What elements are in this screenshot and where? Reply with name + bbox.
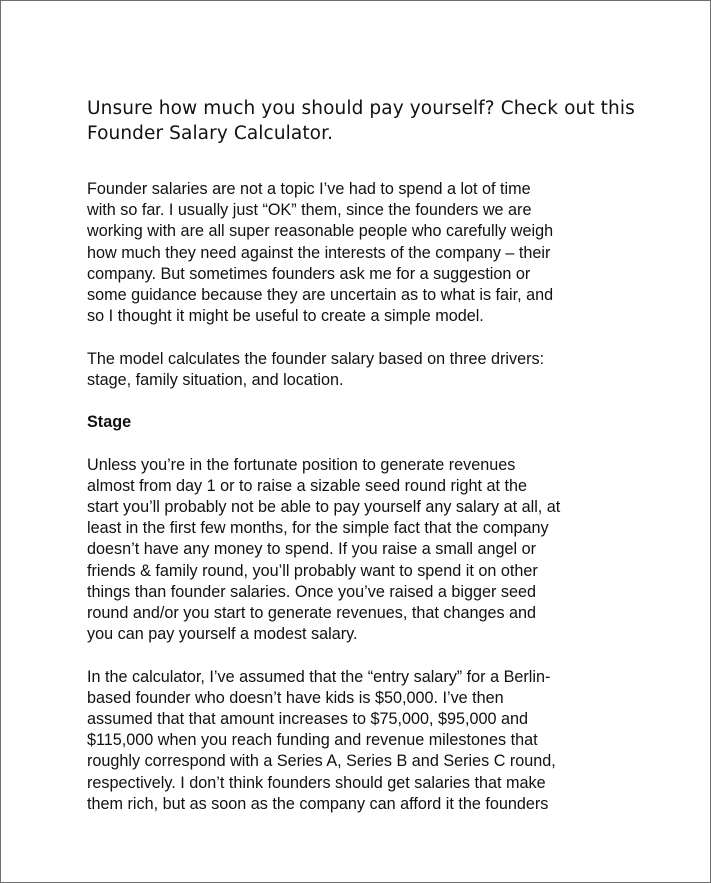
intro-paragraph	[87, 179, 647, 327]
title-line: Unsure how much you should pay yourself? Check out this	[87, 98, 635, 119]
text-line: things than founder salaries. Once you’ve raised a bigger seed	[87, 582, 537, 601]
text-line: round and/or you start to generate revenues, that changes and	[87, 604, 537, 623]
text-line: doesn’t have any money to spend. If you raise a small angel or	[87, 540, 537, 559]
text-line: Unless you’re in the fortunate position to generate revenues	[87, 455, 516, 474]
text-line: start you’ll probably not be able to pay yourself any salary at all, at	[87, 498, 561, 516]
title-line: Founder Salary Calculator.	[87, 122, 334, 144]
text-line: friends & family round, you’ll probably want to spend it on other	[87, 561, 538, 580]
text-line: you can pay yourself a modest salary.	[87, 625, 358, 644]
document-body	[87, 97, 647, 836]
text-line: some guidance because they are uncertain as to what is fair, and	[87, 286, 554, 305]
text-line: $115,000 when you reach funding and revenue milestones that	[87, 731, 538, 750]
text-line: how much they need against the interests of the company – their	[87, 243, 551, 262]
text-line: with so far. I usually just “OK” them, since the founders we are	[87, 201, 532, 220]
text-line: so I thought it might be useful to create a simple model.	[87, 307, 484, 326]
text-line: respectively. I don’t think founders should get salaries that make	[87, 773, 546, 792]
text-line: roughly correspond with a Series A, Series B and Series C round,	[87, 752, 556, 771]
text-line: company. But sometimes founders ask me for a suggestion or	[87, 264, 531, 283]
drivers-paragraph	[87, 349, 647, 391]
calculator-paragraph	[87, 667, 647, 815]
text-line: assumed that that amount increases to $75,000, $95,000 and	[87, 710, 528, 729]
text-line: based founder who doesn’t have kids is $50,000. I’ve then	[87, 688, 504, 707]
text-line: Founder salaries are not a topic I’ve had to spend a lot of time	[87, 180, 531, 198]
document-title	[87, 97, 647, 146]
text-line: almost from day 1 or to raise a sizable seed round right at the	[87, 476, 527, 495]
text-line: least in the first few months, for the simple fact that the company	[87, 519, 549, 538]
text-line: them rich, but as soon as the company can afford it the founders	[87, 794, 549, 813]
text-line: working with are all super reasonable people who carefully weigh	[87, 222, 554, 241]
text-line: stage, family situation, and location.	[87, 370, 344, 389]
text-line: In the calculator, I’ve assumed that the “entry salary” for a Berlin-	[87, 667, 551, 686]
section-heading-stage: Stage	[87, 413, 132, 432]
text-line: The model calculates the founder salary based on three drivers:	[87, 349, 545, 368]
stage-paragraph	[87, 455, 647, 646]
